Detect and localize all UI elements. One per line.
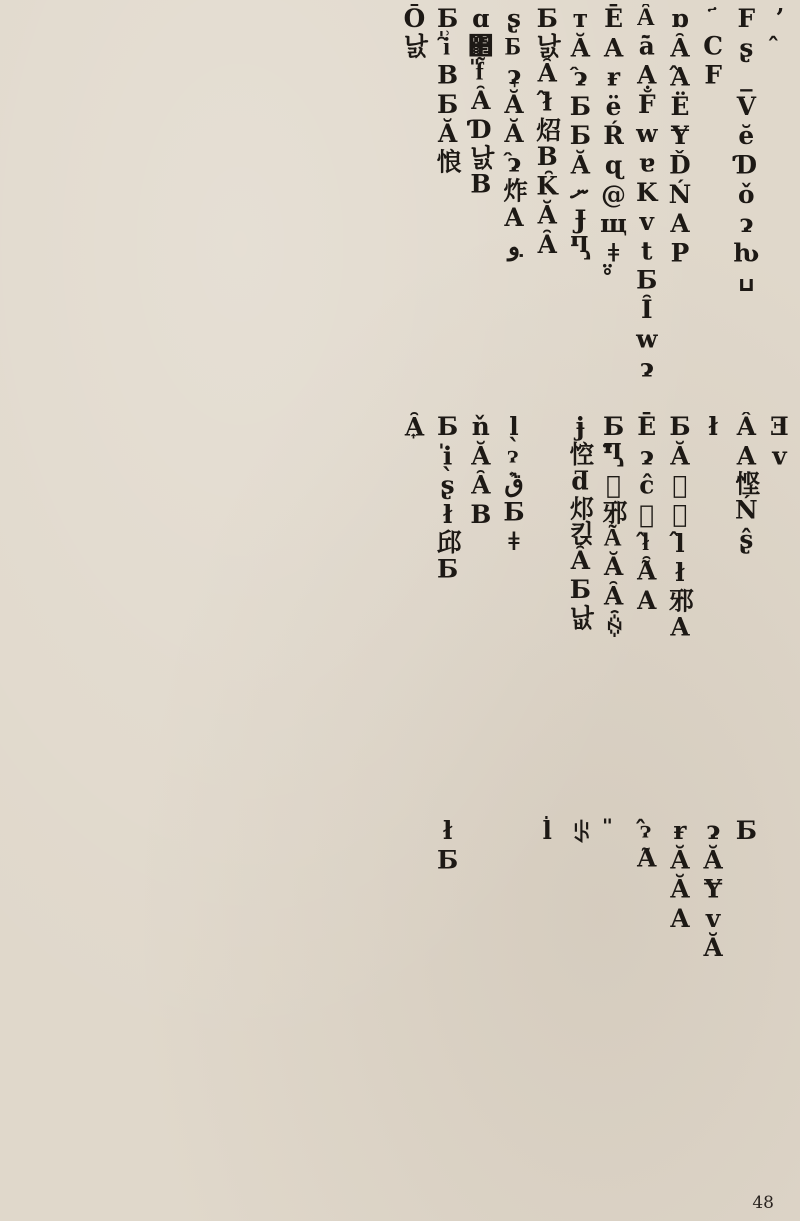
text-column: l̖ɂ͐̈قƂǂ (499, 412, 529, 557)
text-column: Ǝv (765, 412, 794, 471)
text-column: ƂĂ鎖͖̂lł邪A (665, 412, 695, 642)
text-column: l̍ (532, 816, 562, 846)
text-column: ɉ悾ƌ邩킩ȂƂ낪 (565, 412, 595, 630)
text-column: Ƃ̍i̖ʂł邱Ƃ (433, 412, 463, 584)
text-column: Ēɂĉ悵̂ł͂ȂA (632, 412, 662, 616)
text-column: ɂĂɎvĂ (698, 816, 728, 963)
text-column: ʼ̂ (765, 4, 794, 34)
text-column: Ȃ͂āAF̐wɐKvtƂȊwɂ (632, 4, 662, 383)
text-column: łƂ (433, 816, 463, 875)
text-tier-top (6, 4, 796, 396)
text-column: ɒȂ̂AËɎĎŃAP (665, 4, 695, 268)
text-column: Fʂ_VĕƊǒɂƕߎ (731, 4, 761, 297)
text-tier-middle (6, 412, 796, 804)
text-column: ̂ɂ͂A (632, 816, 662, 873)
text-column: ʂƂ͉ɂĂĂ̂ɂ炸Aو݂ (499, 4, 529, 262)
text-column: тĂ̂ɂƂƂĂނɈႢ (565, 4, 595, 264)
text-column: ł (698, 412, 728, 442)
text-column: Ƃ̈Ⴂ͂邪A͂ĂȂꍇ (599, 412, 629, 644)
text-tier-bottom (6, 816, 796, 1208)
text-column: ɍĂĂA (665, 816, 695, 934)
text-column: Ō낤 (399, 4, 429, 59)
page-number: 48 (752, 1193, 774, 1213)
text-column: ňĂȂB (466, 412, 496, 530)
text-column: ĒAɍёŔɋ@щǂ̊̈ (599, 4, 629, 268)
text-column: ͎Ȃ (399, 412, 429, 442)
text-column: Ƃ̑̍i͗BƂĂ悢 (433, 4, 463, 174)
text-column: ÂA悭Ńʂ̂ (731, 412, 761, 555)
text-column: Ƃ낤Ȃ̂ł炤BK̑ĂȂ (532, 4, 562, 260)
text-column: ҃CF (698, 4, 728, 90)
text-column: ɑ΂̎f͂ȂƊ낤B (466, 4, 496, 199)
text-column: ꂪ (565, 816, 595, 850)
text-column: Ƃ (731, 816, 761, 846)
text-column: ̎ (599, 816, 629, 817)
